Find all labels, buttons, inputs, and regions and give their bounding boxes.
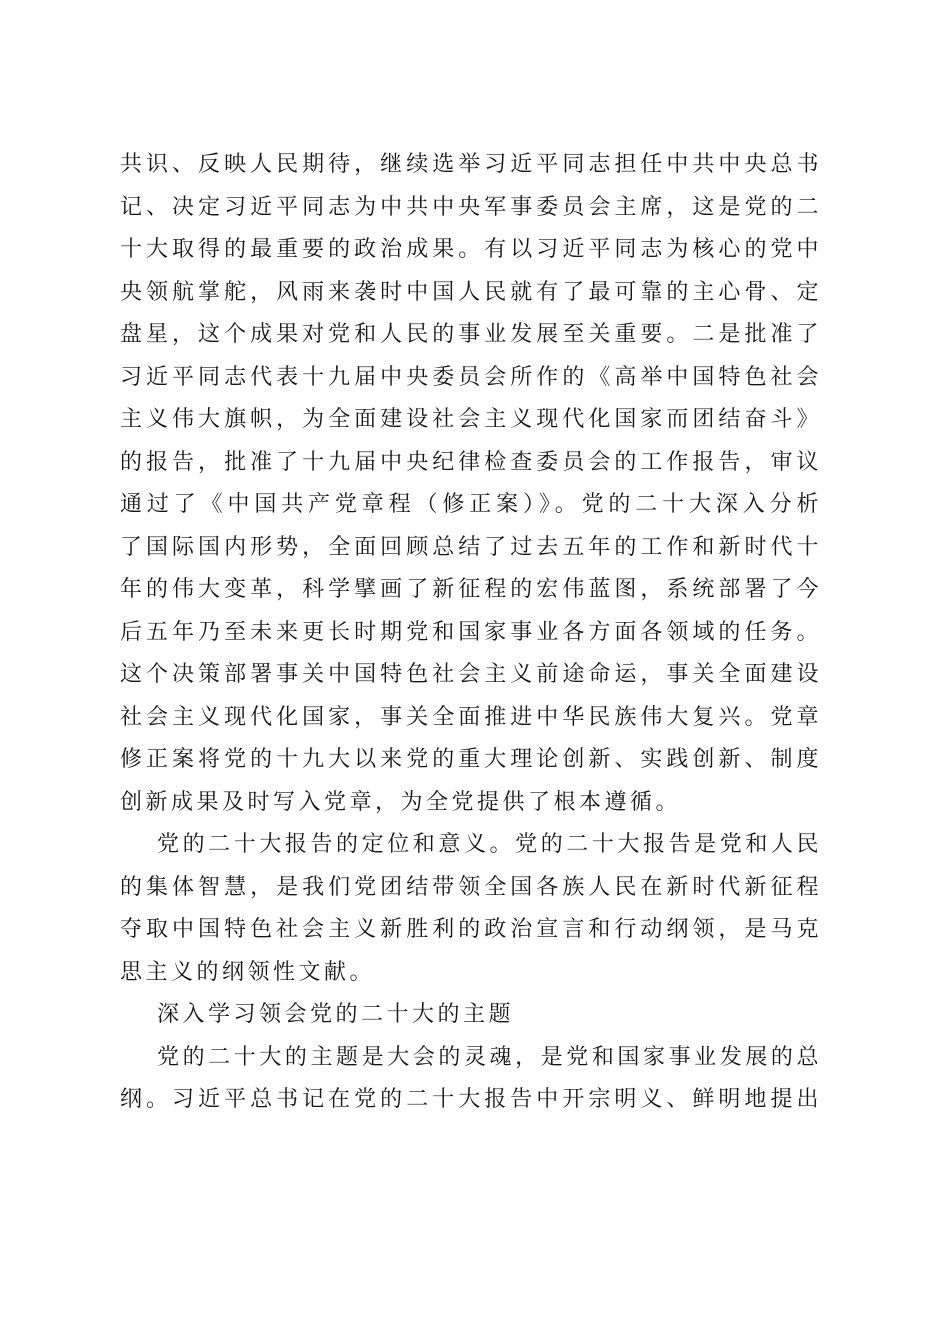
text-line: 夺取中国特色社会主义新胜利的政治宣言和行动纲领，是马克 xyxy=(120,917,822,942)
text-line: 的报告，批准了十九届中央纪律检查委员会的工作报告，审议 xyxy=(120,449,822,475)
text-line: 后五年乃至未来更长时期党和国家事业各方面各领域的任务。 xyxy=(120,619,822,645)
text-line: 纲。习近平总书记在党的二十大报告中开宗明义、鲜明地提出 xyxy=(120,1087,822,1112)
section-heading-text: 深入学习领会党的二十大的主题 xyxy=(157,1002,515,1027)
text-line: 盘星，这个成果对党和人民的事业发展至关重要。二是批准了 xyxy=(120,322,822,347)
text-line: 了国际国内形势，全面回顾总结了过去五年的工作和新时代十 xyxy=(120,534,822,560)
text-line: 十大取得的最重要的政治成果。有以习近平同志为核心的党中 xyxy=(120,237,822,262)
text-line: 这个决策部署事关中国特色社会主义前途命运，事关全面建设 xyxy=(120,662,822,687)
text-line: 记、决定习近平同志为中共中央军事委员会主席，这是党的二 xyxy=(120,194,822,220)
paragraph-continued xyxy=(120,144,822,824)
paragraph-report-positioning xyxy=(120,824,822,994)
text-line: 修正案将党的十九大以来党的重大理论创新、实践创新、制度 xyxy=(120,747,822,772)
text-line: 共识、反映人民期待，继续选举习近平同志担任中共中央总书 xyxy=(120,152,822,177)
text-line: 党的二十大报告的定位和意义。党的二十大报告是党和人民 xyxy=(157,832,822,857)
paragraph-theme xyxy=(120,1037,822,1122)
text-line: 党的二十大的主题是大会的灵魂，是党和国家事业发展的总 xyxy=(157,1044,822,1070)
text-line: 社会主义现代化国家，事关全面推进中华民族伟大复兴。党章 xyxy=(120,704,822,730)
section-heading xyxy=(120,994,822,1037)
text-line: 创新成果及时写入党章，为全党提供了根本遵循。 xyxy=(120,789,682,815)
text-line: 年的伟大变革，科学擘画了新征程的宏伟蓝图，系统部署了今 xyxy=(120,577,822,602)
text-line: 习近平同志代表十九届中央委员会所作的《高举中国特色社会 xyxy=(120,364,822,390)
text-line: 思主义的纲领性文献。 xyxy=(120,959,376,985)
text-line: 央领航掌舵，风雨来袭时中国人民就有了最可靠的主心骨、定 xyxy=(120,279,822,305)
document-body xyxy=(120,144,822,1122)
text-line: 通过了《中国共产党章程（修正案）》。党的二十大深入分析 xyxy=(120,492,822,517)
text-line: 主义伟大旗帜，为全面建设社会主义现代化国家而团结奋斗》 xyxy=(120,407,822,432)
text-line: 的集体智慧，是我们党团结带领全国各族人民在新时代新征程 xyxy=(120,874,822,900)
